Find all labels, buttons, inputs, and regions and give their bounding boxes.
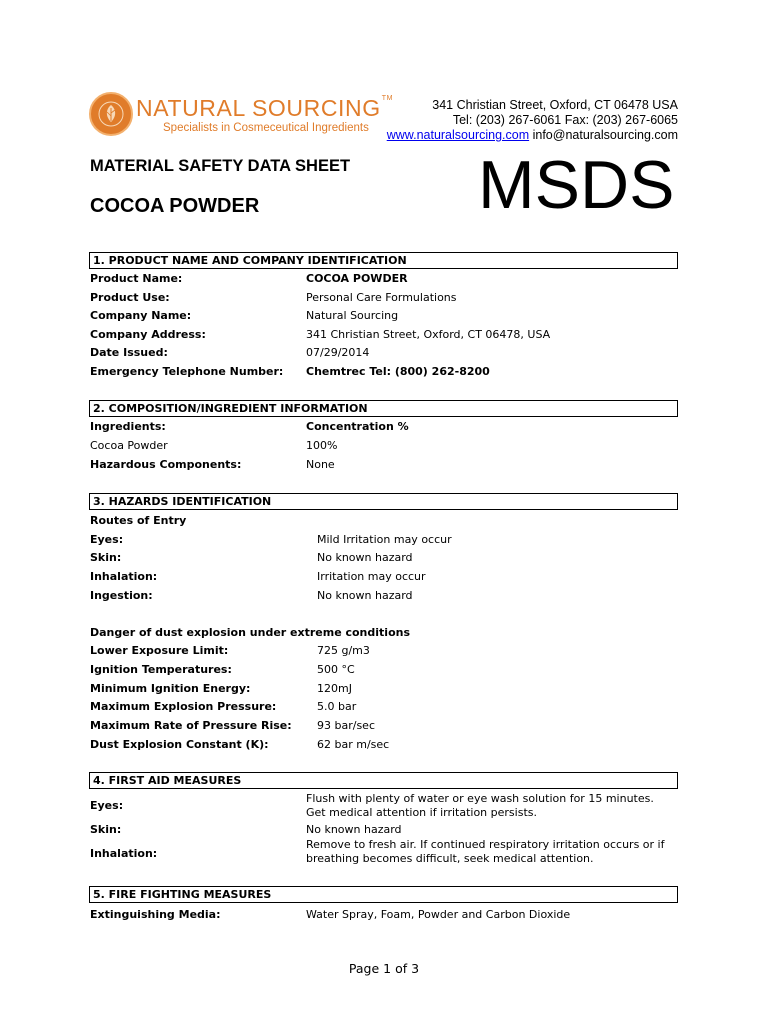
s3-value-skin: No known hazard — [317, 551, 413, 564]
s3-routes-heading: Routes of Entry — [90, 514, 187, 527]
brand-tagline: Specialists in Cosmeceutical Ingredients — [163, 122, 369, 134]
s3-value-eyes: Mild Irritation may occur — [317, 533, 452, 546]
s1-label-company-address: Company Address: — [90, 328, 206, 341]
contact-web-line — [387, 128, 678, 142]
s3-value-inhalation: Irritation may occur — [317, 570, 426, 583]
section-5-header: 5. FIRE FIGHTING MEASURES — [89, 886, 678, 903]
s1-value-product-name: COCOA POWDER — [306, 272, 408, 285]
s5-label-extinguishing-media: Extinguishing Media: — [90, 908, 221, 921]
brand-logo — [89, 92, 133, 136]
s3-label-skin: Skin: — [90, 551, 122, 564]
section-1-header: 1. PRODUCT NAME AND COMPANY IDENTIFICATION — [89, 252, 678, 269]
s3-value-max-explosion-pressure: 5.0 bar — [317, 700, 357, 713]
s1-label-date-issued: Date Issued: — [90, 346, 168, 359]
s2-label-ingredients: Ingredients: — [90, 420, 166, 433]
website-link[interactable]: www.naturalsourcing.com — [386, 128, 530, 142]
brand-tm: TM — [381, 95, 394, 102]
s2-value-concentration-heading: Concentration % — [306, 420, 409, 433]
s3-label-eyes: Eyes: — [90, 533, 124, 546]
s1-label-emergency-phone: Emergency Telephone Number: — [90, 365, 284, 378]
product-title: COCOA POWDER — [90, 195, 260, 217]
brand-name-text: NATURAL SOURCING — [136, 95, 381, 121]
s1-value-product-use: Personal Care Formulations — [306, 291, 457, 304]
msds-badge: MSDS — [478, 147, 675, 223]
s4-label-inhalation: Inhalation: — [90, 847, 158, 860]
s1-label-product-use: Product Use: — [90, 291, 170, 304]
s3-label-min-ignition-energy: Minimum Ignition Energy: — [90, 682, 251, 695]
s3-value-dust-constant: 62 bar m/sec — [317, 738, 390, 751]
s2-label-hazardous: Hazardous Components: — [90, 458, 242, 471]
s3-value-ignition-temp: 500 °C — [317, 663, 355, 676]
s1-value-company-name: Natural Sourcing — [306, 309, 399, 322]
s4-label-eyes: Eyes: — [90, 799, 124, 812]
s4-value-skin: No known hazard — [306, 823, 402, 836]
s4-label-skin: Skin: — [90, 823, 122, 836]
s3-label-inhalation: Inhalation: — [90, 570, 158, 583]
s2-value-cocoa-powder: 100% — [306, 439, 338, 452]
contact-address: 341 Christian Street, Oxford, CT 06478 USA — [432, 98, 678, 112]
leaf-seal-icon — [91, 94, 131, 134]
s2-label-cocoa-powder: Cocoa Powder — [90, 439, 168, 452]
s3-label-max-rate-pressure: Maximum Rate of Pressure Rise: — [90, 719, 292, 732]
section-3-header: 3. HAZARDS IDENTIFICATION — [89, 493, 678, 510]
s1-label-product-name: Product Name: — [90, 272, 183, 285]
document-title: MATERIAL SAFETY DATA SHEET — [90, 157, 351, 175]
s5-value-extinguishing-media: Water Spray, Foam, Powder and Carbon Dioxide — [306, 908, 571, 921]
s3-value-lower-exposure: 725 g/m3 — [317, 644, 370, 657]
s3-value-ingestion: No known hazard — [317, 589, 413, 602]
s1-value-emergency-phone: Chemtrec Tel: (800) 262-8200 — [306, 365, 490, 378]
s3-dust-heading: Danger of dust explosion under extreme conditions — [90, 626, 410, 639]
contact-phones: Tel: (203) 267-6061 Fax: (203) 267-6065 — [452, 113, 678, 127]
section-4-header: 4. FIRST AID MEASURES — [89, 772, 678, 789]
page-number: Page 1 of 3 — [348, 961, 420, 976]
s3-label-dust-constant: Dust Explosion Constant (K): — [90, 738, 269, 751]
s3-label-ingestion: Ingestion: — [90, 589, 153, 602]
section-2-header: 2. COMPOSITION/INGREDIENT INFORMATION — [89, 400, 678, 417]
s1-value-company-address: 341 Christian Street, Oxford, CT 06478, USA — [306, 328, 551, 341]
s3-value-min-ignition-energy: 120mJ — [317, 682, 352, 695]
s1-label-company-name: Company Name: — [90, 309, 192, 322]
brand-name — [136, 95, 393, 122]
contact-email: info@naturalsourcing.com — [529, 128, 678, 142]
s3-label-max-explosion-pressure: Maximum Explosion Pressure: — [90, 700, 277, 713]
s3-value-max-rate-pressure: 93 bar/sec — [317, 719, 375, 732]
s2-value-hazardous: None — [306, 458, 335, 471]
s4-value-inhalation: Remove to fresh air. If continued respiratory irritation occurs or if breathing becomes difficult, seek medical attention. — [306, 838, 665, 865]
s3-label-ignition-temp: Ignition Temperatures: — [90, 663, 232, 676]
s1-value-date-issued: 07/29/2014 — [306, 346, 370, 359]
s4-value-eyes: Flush with plenty of water or eye wash solution for 15 minutes. Get medical attention if irritation persists. — [306, 792, 654, 819]
s3-label-lower-exposure: Lower Exposure Limit: — [90, 644, 229, 657]
